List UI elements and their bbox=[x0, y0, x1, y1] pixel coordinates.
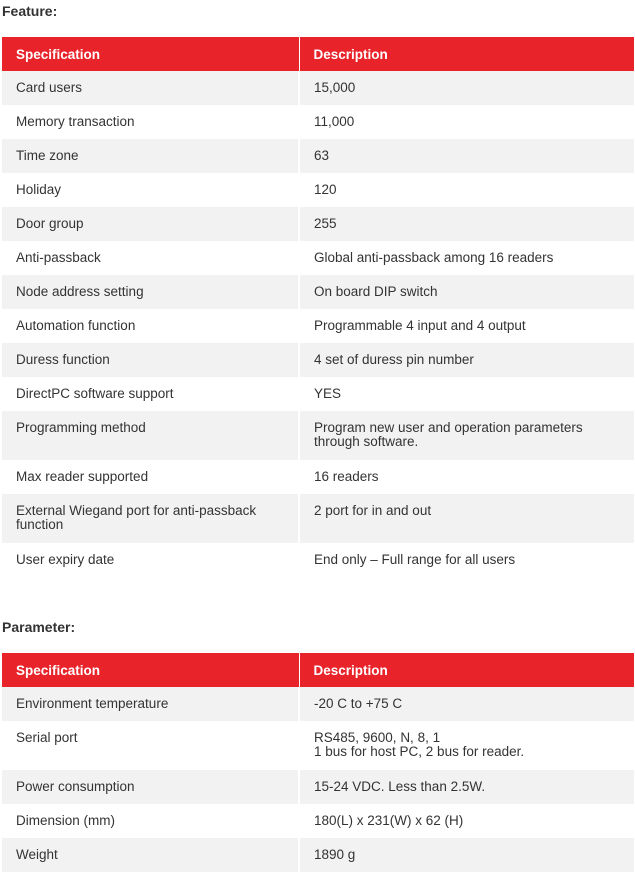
desc-cell bbox=[299, 71, 634, 105]
table-row bbox=[2, 71, 634, 105]
desc-cell bbox=[299, 804, 634, 838]
desc-text: YES bbox=[314, 386, 342, 401]
table-row bbox=[2, 105, 634, 139]
parameter-header-specification: Specification bbox=[2, 653, 299, 687]
feature-table-header bbox=[2, 37, 634, 71]
table-row bbox=[2, 241, 634, 275]
desc-cell bbox=[299, 275, 634, 309]
spec-cell: User expiry date bbox=[2, 543, 299, 578]
desc-cell bbox=[299, 105, 634, 139]
spec-cell: Dimension (mm) bbox=[2, 804, 299, 838]
spec-cell: Holiday bbox=[2, 173, 299, 207]
feature-header-specification: Specification bbox=[2, 37, 299, 71]
spec-cell: Node address setting bbox=[2, 275, 299, 309]
table-row bbox=[2, 721, 634, 770]
table-row bbox=[2, 343, 634, 377]
spec-cell: Max reader supported bbox=[2, 460, 299, 494]
table-row bbox=[2, 687, 634, 721]
desc-text: Global anti-passback among 16 readers bbox=[314, 250, 554, 265]
parameter-table bbox=[2, 653, 634, 872]
spec-cell: Programming method bbox=[2, 411, 299, 460]
desc-text: Programmable 4 input and 4 output bbox=[314, 318, 526, 333]
table-row bbox=[2, 838, 634, 872]
desc-text: 255 bbox=[314, 216, 337, 231]
desc-text: 11,000 bbox=[314, 114, 355, 129]
feature-table bbox=[2, 37, 634, 578]
desc-text: 120 bbox=[314, 182, 337, 197]
desc-text: 15-24 VDC. Less than 2.5W. bbox=[314, 779, 486, 794]
desc-text: 1890 g bbox=[314, 847, 356, 862]
table-row bbox=[2, 494, 634, 543]
parameter-table-header bbox=[2, 653, 634, 687]
spec-cell: Card users bbox=[2, 71, 299, 105]
desc-cell bbox=[299, 139, 634, 173]
desc-text: -20 C to +75 C bbox=[314, 696, 403, 711]
desc-text: 4 set of duress pin number bbox=[314, 352, 474, 367]
desc-text: RS485, 9600, N, 8, 1 bbox=[314, 730, 441, 745]
spec-cell: Duress function bbox=[2, 343, 299, 377]
desc-text: 63 bbox=[314, 148, 330, 163]
spec-cell: Anti-passback bbox=[2, 241, 299, 275]
parameter-title: Parameter: bbox=[2, 619, 76, 635]
feature-header-description: Description bbox=[299, 37, 634, 71]
spec-cell: Door group bbox=[2, 207, 299, 241]
desc-text: 15,000 bbox=[314, 80, 356, 95]
desc-cell bbox=[299, 838, 634, 872]
spec-cell: Power consumption bbox=[2, 770, 299, 804]
spec-cell: Automation function bbox=[2, 309, 299, 343]
table-row bbox=[2, 275, 634, 309]
table-row bbox=[2, 411, 634, 460]
table-row bbox=[2, 139, 634, 173]
desc-cell bbox=[299, 343, 634, 377]
desc-cell bbox=[299, 687, 634, 721]
spec-cell: Time zone bbox=[2, 139, 299, 173]
table-row bbox=[2, 173, 634, 207]
desc-text: End only – Full range for all users bbox=[314, 552, 516, 567]
parameter-header-description: Description bbox=[299, 653, 634, 687]
desc-cell bbox=[299, 241, 634, 275]
table-row bbox=[2, 460, 634, 494]
desc-cell bbox=[299, 543, 634, 578]
desc-cell bbox=[299, 377, 634, 411]
table-row bbox=[2, 207, 634, 241]
desc-text: 16 readers bbox=[314, 469, 379, 484]
table-row bbox=[2, 770, 634, 804]
table-row bbox=[2, 309, 634, 343]
desc-text: 180(L) x 231(W) x 62 (H) bbox=[314, 813, 464, 828]
table-row bbox=[2, 804, 634, 838]
desc-cell bbox=[299, 173, 634, 207]
feature-title: Feature: bbox=[2, 3, 58, 19]
spec-cell: Weight bbox=[2, 838, 299, 872]
spec-cell: Serial port bbox=[2, 721, 299, 770]
spec-cell: DirectPC software support bbox=[2, 377, 299, 411]
desc-cell bbox=[299, 411, 634, 460]
desc-text: On board DIP switch bbox=[314, 284, 438, 299]
spec-cell: Environment temperature bbox=[2, 687, 299, 721]
spec-cell: External Wiegand port for anti-passback function bbox=[2, 494, 299, 543]
desc-cell bbox=[299, 494, 634, 543]
table-row bbox=[2, 543, 634, 578]
desc-text: Program new user and operation parameters through software. bbox=[314, 420, 583, 449]
desc-cell bbox=[299, 207, 634, 241]
desc-cell bbox=[299, 460, 634, 494]
desc-text: 1 bus for host PC, 2 bus for reader. bbox=[314, 744, 525, 759]
desc-cell bbox=[299, 721, 634, 770]
desc-cell bbox=[299, 309, 634, 343]
spec-cell: Memory transaction bbox=[2, 105, 299, 139]
desc-text: 2 port for in and out bbox=[314, 503, 432, 518]
desc-cell bbox=[299, 770, 634, 804]
table-row bbox=[2, 377, 634, 411]
